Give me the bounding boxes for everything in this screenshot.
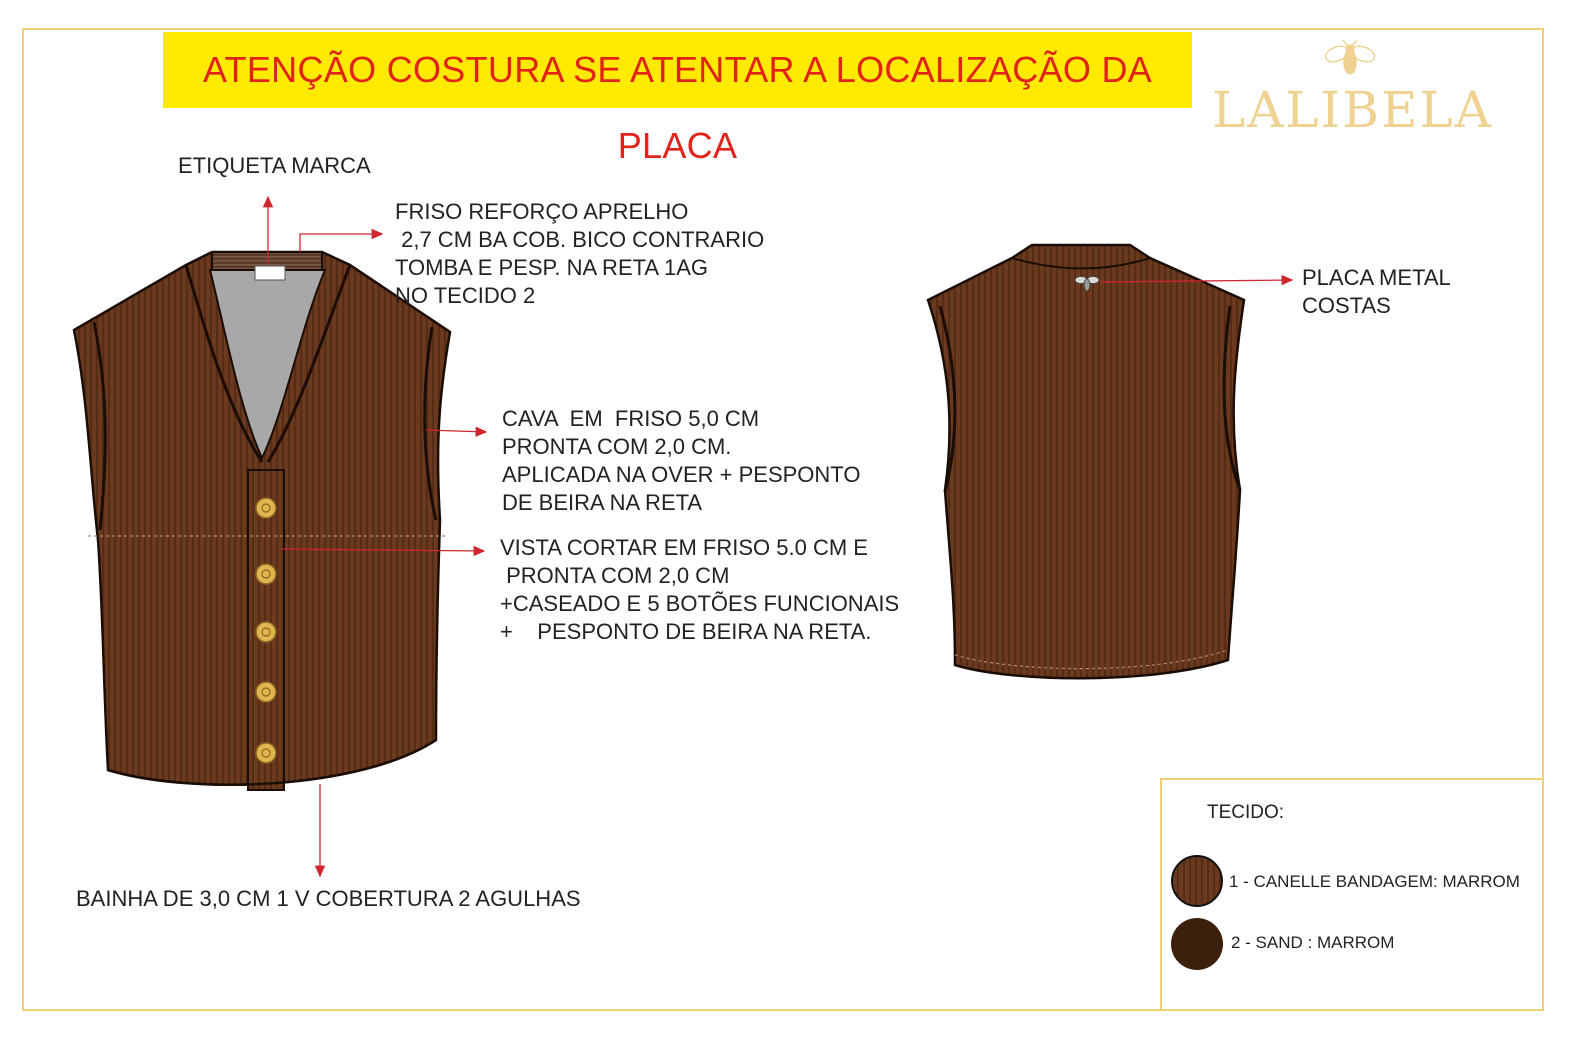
legend-item-1: 1 - CANELLE BANDAGEM: MARROM: [1229, 872, 1520, 891]
button-2: [256, 564, 276, 584]
fabric-swatch-2: [1171, 918, 1223, 970]
fabric-swatch-1: [1171, 855, 1223, 907]
back-vest-body: [928, 245, 1244, 678]
button-1: [256, 498, 276, 518]
button-4: [256, 682, 276, 702]
arrow-collar: [300, 234, 382, 252]
legend-title: TECIDO:: [1207, 802, 1285, 823]
callout-hem: BAINHA DE 3,0 CM 1 V COBERTURA 2 AGULHAS: [76, 886, 581, 911]
brand-label: [255, 266, 285, 280]
brand-name: LALIBELA: [1212, 81, 1493, 139]
callout-label: ETIQUETA MARCA: [178, 153, 371, 178]
callout-plate: PLACA METAL COSTAS: [1302, 265, 1451, 318]
callout-collar: FRISO REFORÇO APRELHO 2,7 CM BA COB. BICO CONTRARIO TOMBA E PESP. NA RETA 1AG NO TECIDO 2: [395, 199, 765, 308]
front-vest: [74, 252, 450, 790]
button-5: [256, 743, 276, 763]
warning-banner: ATENÇÃO COSTURA SE ATENTAR A LOCALIZAÇÃO DA PLACA: [163, 32, 1192, 108]
legend-item-2: 2 - SAND : MARROM: [1231, 933, 1395, 952]
callout-armhole: CAVA EM FRISO 5,0 CM PRONTA COM 2,0 CM. APLICADA NA OVER + PESPONTO DE BEIRA NA RETA: [502, 406, 861, 515]
button-3: [256, 622, 276, 642]
callout-placket: VISTA CORTAR EM FRISO 5.0 CM E PRONTA COM 2,0 CM +CASEADO E 5 BOTÕES FUNCIONAIS + PESPONTO DE BEIRA NA RETA.: [500, 535, 900, 644]
back-vest: [928, 245, 1244, 678]
